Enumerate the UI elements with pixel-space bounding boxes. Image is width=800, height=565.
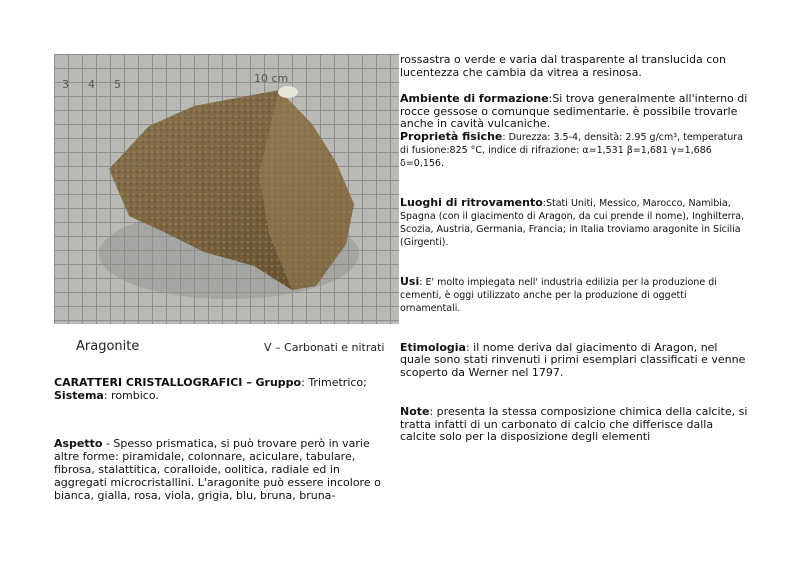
right-column: [400, 54, 750, 444]
note-section: [400, 406, 750, 444]
spacer: [400, 79, 750, 93]
ruler-cm-label: 10 cm: [254, 72, 289, 85]
left-column: [54, 376, 394, 502]
aspect-section: [54, 437, 394, 502]
uses-label: Usi: [400, 274, 420, 288]
etymology-section: [400, 342, 750, 380]
uses-section: [400, 276, 750, 315]
crystallography-section: [54, 376, 394, 402]
aspect-label: Aspetto: [54, 437, 103, 450]
spacer: [400, 379, 750, 406]
system-label: Sistema: [54, 389, 104, 402]
spacer: [400, 315, 750, 342]
ruler-number-3: 3: [62, 78, 69, 91]
physical-label: Proprietà fisiche: [400, 129, 503, 143]
group-value: : Trimetrico;: [301, 376, 367, 389]
spacer: [400, 249, 750, 276]
note-label: Note: [400, 405, 430, 418]
system-value: : rombico.: [103, 389, 159, 402]
formation-section: [400, 93, 750, 131]
formation-text: :Si trova generalmente all'interno di rocce gessose o comunque sedimentarie. è possibile trovarle anche in cavità vulcaniche.: [400, 92, 748, 130]
formation-label: Ambiente di formazione: [400, 92, 549, 105]
note-text: : presenta la stessa composizione chimica della calcite, si tratta infatti di un carbonato di calcio che differisce dalla calcite solo per la disposizione degli elementi: [400, 405, 748, 443]
crystallography-label: CARATTERI CRISTALLOGRAFICI – Gruppo: [54, 376, 302, 389]
aspect-text: - Spesso prismatica, si può trovare però in varie altre forme: piramidale, colonnare, aciculare, tabulare, fibrosa, stalattitica, coralloide, oolitica, radiale ed in aggregati microcristallini. L'aragonite può essere incolore o bianca, gialla, rosa, viola, grigia, blu, bruna, bruna-: [54, 437, 381, 502]
physical-text: : Durezza: 3.5-4, densità: 2.95 g/cm³, temperatura di fusione:825 °C, indice di rifrazione: α=1,531 β=1,681 γ=1,686 δ=0,156.: [400, 131, 743, 169]
spacer: [400, 170, 750, 197]
aspect-continued-text: rossastra o verde e varia dal trasparente al translucida con lucentezza che cambia da vitrea a resinosa.: [400, 53, 727, 79]
mineral-class-caption: V – Carbonati e nitrati: [264, 341, 385, 354]
spacer: [54, 402, 394, 437]
specimen-photo: [54, 54, 399, 324]
locations-section: [400, 197, 750, 249]
etymology-text: : il nome deriva dal giacimento di Aragon, nel quale sono stati rinvenuti i primi esemplari classificati e venne scoperto da Werner nel 1797.: [400, 340, 746, 379]
uses-text: : E' molto impiegata nell' industria edilizia per la produzione di cementi, è oggi utilizzato anche per la produzione di oggetti ornamentali.: [400, 276, 717, 314]
mineral-name-caption: Aragonite: [76, 339, 140, 354]
locations-text: :Stati Uniti, Messico, Marocco, Namibia, Spagna (con il giacimento di Aragon, da cui prende il nome), Inghilterra, Scozia, Austria, Germania, Francia; in Italia troviamo aragonite in Sicilia (Girgenti).: [400, 197, 745, 248]
ruler-number-5: 5: [114, 78, 121, 91]
physical-section: [400, 131, 750, 170]
etymology-label: Etimologia: [400, 340, 466, 354]
locations-label: Luoghi di ritrovamento: [400, 195, 543, 209]
ruler-number-4: 4: [88, 78, 95, 91]
aragonite-specimen-illustration: [54, 54, 399, 324]
